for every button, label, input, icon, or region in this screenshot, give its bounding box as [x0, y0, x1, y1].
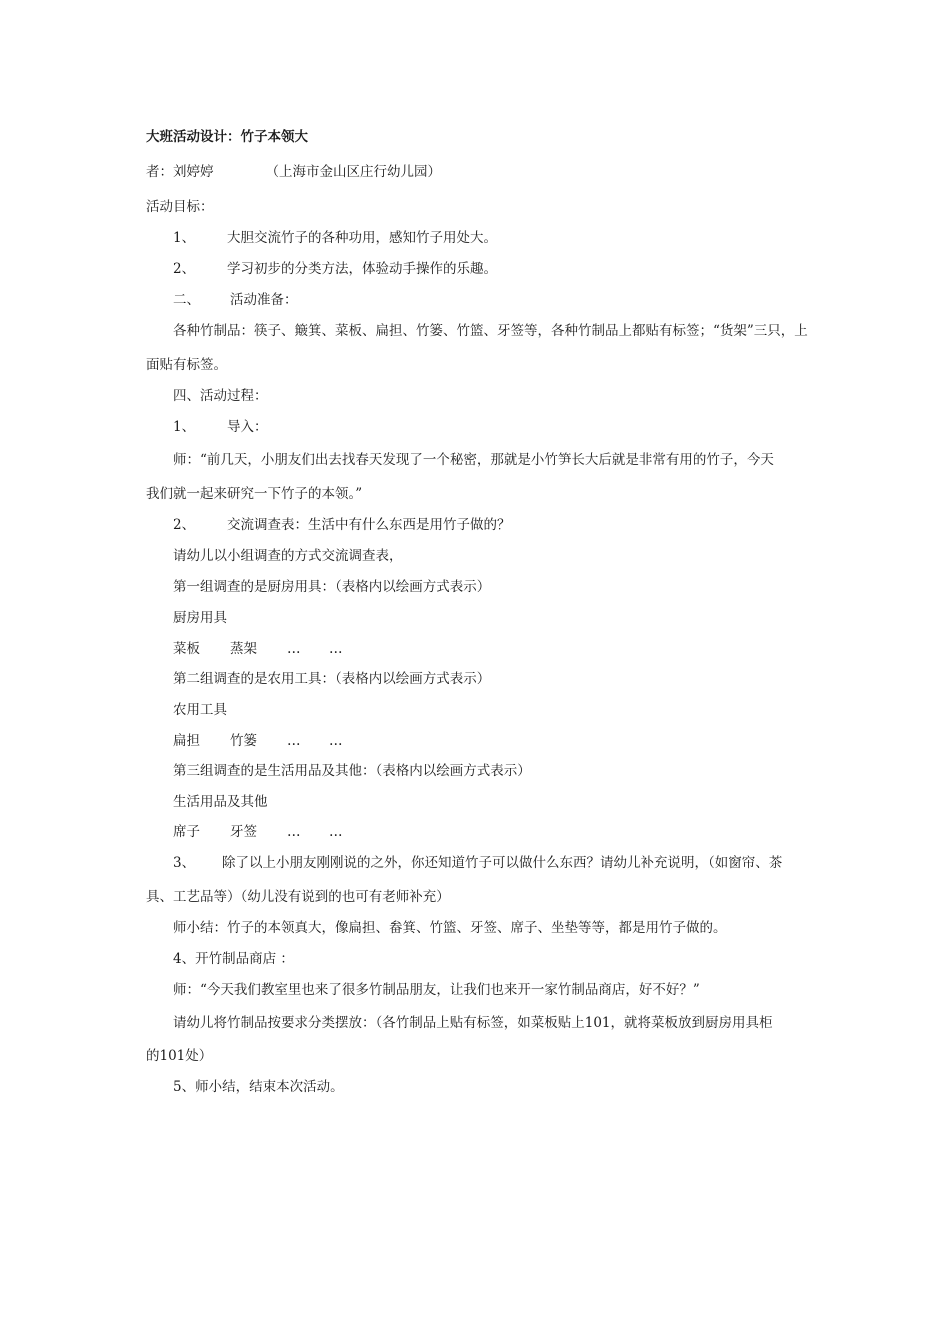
list-item: 竹篓	[230, 733, 257, 749]
list-item: 菜板	[173, 641, 200, 657]
section-title: 活动准备：	[230, 292, 298, 308]
step-4: 4、开竹制品商店 ：	[173, 951, 294, 967]
sort-instruction-line-2: 的101处）	[146, 1048, 213, 1064]
step-text: 交流调查表：生活中有什么东西是用竹子做的？	[227, 517, 511, 533]
list-item: 席子	[173, 824, 200, 840]
step-number: 2、	[173, 517, 196, 533]
step-3	[173, 854, 782, 872]
group-1-description: 第一组调查的是厨房用具：（表格内以绘画方式表示）	[173, 579, 491, 595]
list-item: …	[329, 641, 343, 657]
group-2-description: 第二组调查的是农用工具：（表格内以绘画方式表示）	[173, 671, 491, 687]
author-line	[146, 163, 441, 181]
goal-item-1	[173, 229, 497, 247]
step-number: 3、	[173, 855, 196, 871]
teacher-quote-line-1: 师：“前几天，小朋友们出去找春天发现了一个秘密，那就是小竹笋长大后就是非常有用的竹子，今天	[173, 452, 774, 468]
step-2	[173, 516, 511, 534]
list-item: 蒸架	[230, 641, 257, 657]
author-org: （上海市金山区庄行幼儿园）	[265, 164, 441, 180]
step-number: 1、	[173, 419, 196, 435]
goals-heading: 活动目标：	[146, 199, 214, 215]
prep-heading	[173, 291, 298, 309]
goal-number: 2、	[173, 261, 196, 277]
prep-paragraph-line-1: 各种竹制品：筷子、簸箕、菜板、扁担、竹篓、竹篮、牙签等，各种竹制品上都贴有标签；“货架”三只，上	[173, 323, 808, 339]
list-item: …	[287, 641, 301, 657]
process-heading: 四、活动过程：	[173, 388, 268, 404]
section-number: 二、	[173, 292, 200, 308]
step-2-intro: 请幼儿以小组调查的方式交流调查表，	[173, 548, 403, 564]
sort-instruction-line-1: 请幼儿将竹制品按要求分类摆放：（各竹制品上贴有标签，如菜板贴上101，就将菜板放到厨房用具柜	[173, 1015, 773, 1031]
step-1	[173, 418, 268, 436]
group-1-category: 厨房用具	[173, 610, 227, 626]
step-3-continuation: 具、工艺品等）（幼儿没有说到的也可有老师补充）	[146, 889, 450, 905]
group-2-items	[173, 732, 343, 750]
list-item: …	[287, 733, 301, 749]
teacher-quote-line-2: 我们就一起来研究一下竹子的本领。”	[146, 486, 363, 502]
step-text: 导入：	[227, 419, 268, 435]
goal-item-2	[173, 260, 497, 278]
goal-text: 学习初步的分类方法，体验动手操作的乐趣。	[227, 261, 497, 277]
goal-text: 大胆交流竹子的各种功用，感知竹子用处大。	[227, 230, 497, 246]
list-item: 牙签	[230, 824, 257, 840]
group-3-description: 第三组调查的是生活用品及其他：（表格内以绘画方式表示）	[173, 763, 531, 779]
author-name: 者：刘婷婷	[146, 164, 214, 180]
group-2-category: 农用工具	[173, 702, 227, 718]
prep-paragraph-line-2: 面贴有标签。	[146, 357, 227, 373]
goal-number: 1、	[173, 230, 196, 246]
group-1-items	[173, 640, 343, 658]
document-title: 大班活动设计：竹子本领大	[146, 129, 308, 145]
list-item: 扁担	[173, 733, 200, 749]
list-item: …	[329, 824, 343, 840]
teacher-quote-2: 师：“今天我们教室里也来了很多竹制品朋友，让我们也来开一家竹制品商店，好不好？”	[173, 982, 700, 998]
group-3-category: 生活用品及其他	[173, 794, 268, 810]
teacher-summary: 师小结：竹子的本领真大，像扁担、畚箕、竹篮、牙签、席子、坐垫等等，都是用竹子做的。	[173, 920, 727, 936]
group-3-items	[173, 823, 343, 841]
step-text: 除了以上小朋友刚刚说的之外，你还知道竹子可以做什么东西？请幼儿补充说明，（如窗帘、茶	[222, 855, 783, 871]
step-5: 5、师小结，结束本次活动。	[173, 1079, 344, 1095]
list-item: …	[329, 733, 343, 749]
list-item: …	[287, 824, 301, 840]
